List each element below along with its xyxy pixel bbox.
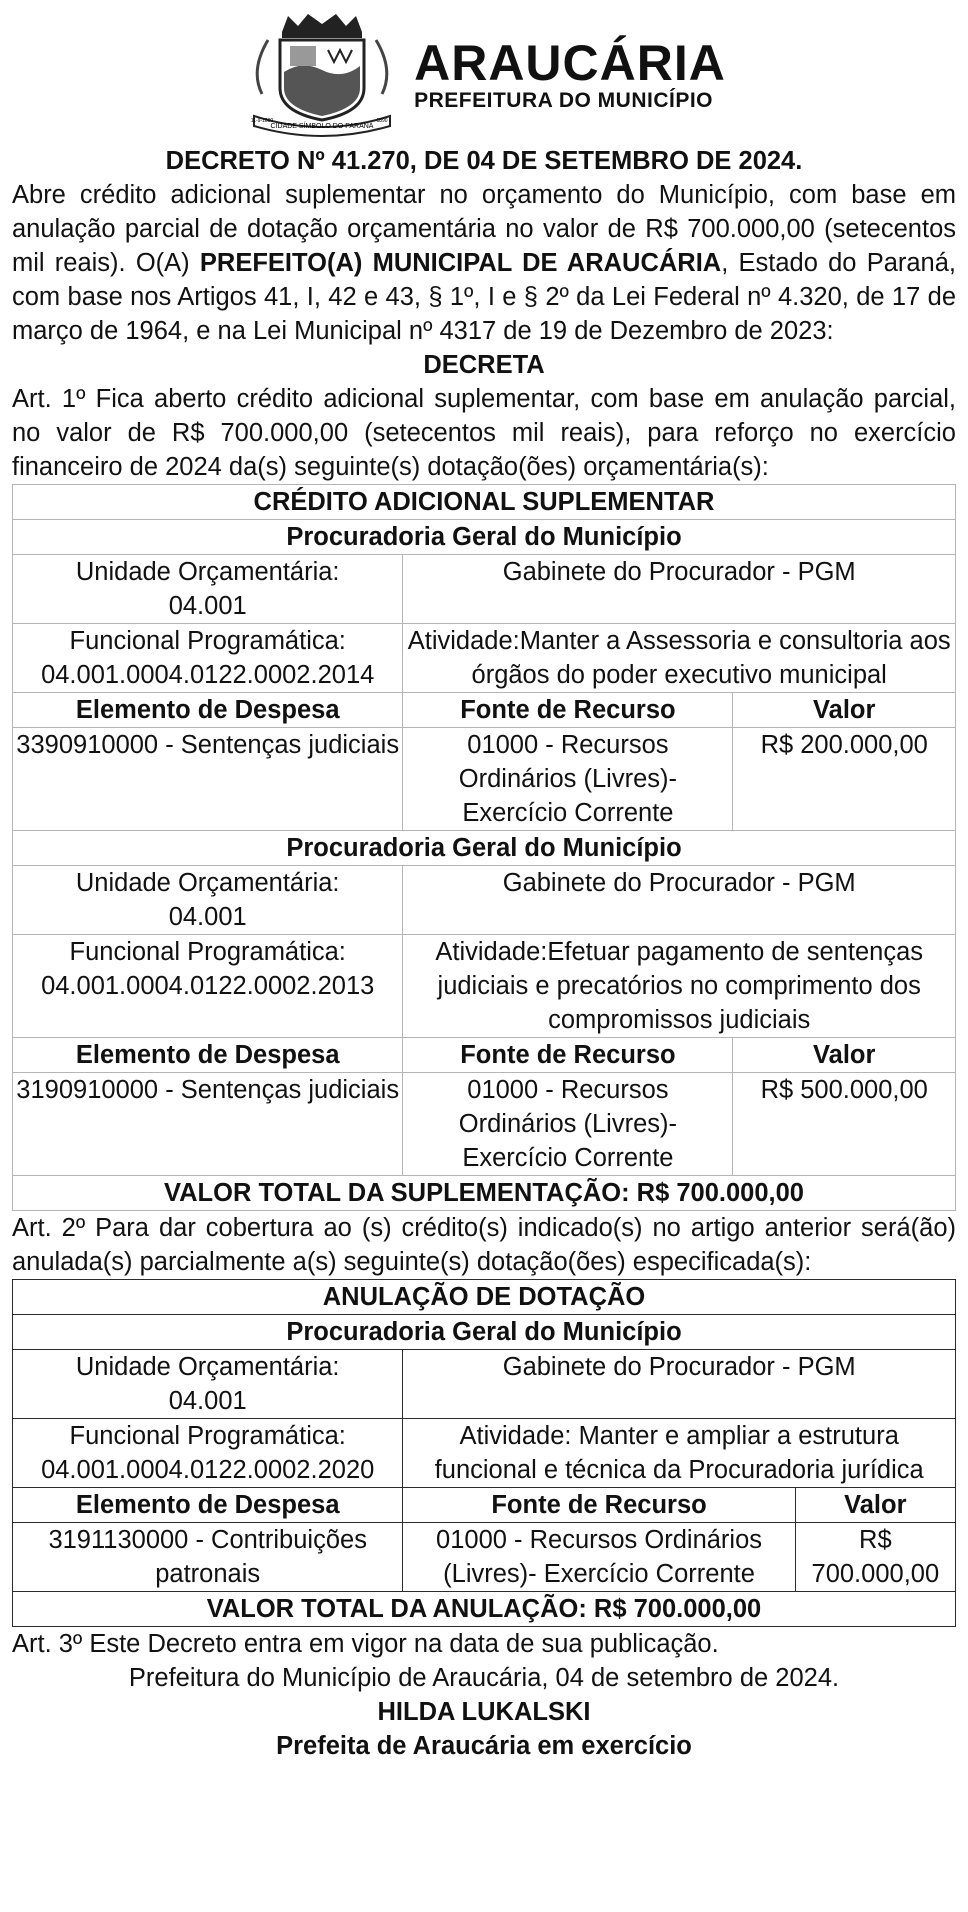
unidade-cell: Unidade Orçamentária: 04.001	[13, 866, 403, 935]
decree-intro: Abre crédito adicional suplementar no orçamento do Município, com base em anulação parcial de dotação orçamentária no valor de R$ 700.000,00 (setecentos mil reais). O(A) PREFEITO(A) MUNICIPAL DE ARAUCÁRIA, Estado do Paraná, com base nos Artigos 41, I, 42 e 43, § 1º, I e § 2º da Lei Federal nº 4.320, de 17 de março de 1964, e na Lei Municipal nº 4317 de 19 de Dezembro de 2023:	[12, 181, 957, 345]
funcional-cell: Funcional Programática: 04.001.0004.0122.0002.2014	[13, 624, 403, 693]
brand-name: ARAUCÁRIA	[414, 34, 726, 91]
valor-cell: R$ 200.000,00	[733, 728, 956, 831]
fonte-cell: 01000 - Recursos Ordinários (Livres)- Exercício Corrente	[403, 728, 733, 831]
unidade-cell: Unidade Orçamentária: 04.001	[13, 555, 403, 624]
header-fonte: Fonte de Recurso	[403, 1488, 795, 1523]
unidade-name-cell: Gabinete do Procurador - PGM	[403, 555, 956, 624]
header-fonte: Fonte de Recurso	[403, 1038, 733, 1073]
atividade-cell: Atividade:Manter a Assessoria e consultoria aos órgãos do poder executivo municipal	[403, 624, 956, 693]
signer-name: HILDA LUKALSKI	[377, 1698, 591, 1726]
elemento-cell: 3390910000 - Sentenças judiciais	[13, 728, 403, 831]
header	[12, 0, 956, 144]
place-date: Prefeitura do Município de Araucária, 04 de setembro de 2024.	[128, 1664, 840, 1692]
elemento-cell: 3190910000 - Sentenças judiciais	[13, 1073, 403, 1176]
signer-role: Prefeita de Araucária em exercício	[276, 1732, 692, 1760]
header-elemento: Elemento de Despesa	[13, 1038, 403, 1073]
unidade-name-cell: Gabinete do Procurador - PGM	[403, 1350, 956, 1419]
article-1: Art. 1º Fica aberto crédito adicional suplementar, com base em anulação parcial, no valor de R$ 700.000,00 (setecentos mil reais), para reforço no exercício financeiro de 2024 da(s) seguinte(s) dotação(ões) orçamentária(s):	[12, 385, 956, 481]
atividade-cell: Atividade:Efetuar pagamento de sentenças judiciais e precatórios no comprimento dos compromissos judiciais	[403, 935, 956, 1038]
orgao-cell: Procuradoria Geral do Município	[13, 520, 956, 555]
article-3: Art. 3º Este Decreto entra em vigor na data de sua publicação.	[12, 1630, 719, 1658]
credit-table-title: CRÉDITO ADICIONAL SUPLEMENTAR	[13, 485, 956, 520]
brand	[414, 34, 726, 112]
header-elemento: Elemento de Despesa	[13, 693, 403, 728]
annul-table-title: ANULAÇÃO DE DOTAÇÃO	[13, 1280, 956, 1315]
funcional-cell: Funcional Programática: 04.001.0004.0122.0002.2020	[13, 1419, 403, 1488]
fonte-cell: 01000 - Recursos Ordinários (Livres)- Exercício Corrente	[403, 1073, 733, 1176]
unidade-cell: Unidade Orçamentária: 04.001	[13, 1350, 403, 1419]
brand-subtitle: PREFEITURA DO MUNICÍPIO	[414, 88, 714, 112]
svg-text:1890: 1890	[376, 118, 388, 124]
svg-text:11-9-1890: 11-9-1890	[250, 118, 274, 124]
header-fonte: Fonte de Recurso	[403, 693, 733, 728]
annul-total: VALOR TOTAL DA ANULAÇÃO: R$ 700.000,00	[13, 1592, 956, 1627]
header-valor: Valor	[733, 693, 956, 728]
svg-text:CIDADE SÍMBOLO DO PARANÁ: CIDADE SÍMBOLO DO PARANÁ	[270, 123, 374, 130]
municipal-crest-icon	[242, 10, 402, 138]
credit-table	[12, 484, 956, 1211]
decreta-heading: DECRETA	[423, 351, 545, 379]
atividade-cell: Atividade: Manter e ampliar a estrutura funcional e técnica da Procuradoria jurídica	[403, 1419, 956, 1488]
orgao-cell: Procuradoria Geral do Município	[13, 831, 956, 866]
header-valor: Valor	[733, 1038, 956, 1073]
article-2: Art. 2º Para dar cobertura ao (s) crédito(s) indicado(s) no artigo anterior será(ão) anulada(s) parcialmente a(s) seguinte(s) dotação(ões) especificada(s):	[12, 1214, 956, 1276]
unidade-name-cell: Gabinete do Procurador - PGM	[403, 866, 956, 935]
header-elemento: Elemento de Despesa	[13, 1488, 403, 1523]
fonte-cell: 01000 - Recursos Ordinários (Livres)- Exercício Corrente	[403, 1523, 795, 1592]
orgao-cell: Procuradoria Geral do Município	[13, 1315, 956, 1350]
funcional-cell: Funcional Programática: 04.001.0004.0122.0002.2013	[13, 935, 403, 1038]
header-valor: Valor	[795, 1488, 955, 1523]
valor-cell: R$ 500.000,00	[733, 1073, 956, 1176]
annul-table	[12, 1279, 956, 1627]
elemento-cell: 3191130000 - Contribuições patronais	[13, 1523, 403, 1592]
decree-title: DECRETO Nº 41.270, DE 04 DE SETEMBRO DE 2024.	[165, 147, 803, 175]
valor-cell: R$ 700.000,00	[795, 1523, 955, 1592]
credit-total: VALOR TOTAL DA SUPLEMENTAÇÃO: R$ 700.000,00	[13, 1176, 956, 1211]
